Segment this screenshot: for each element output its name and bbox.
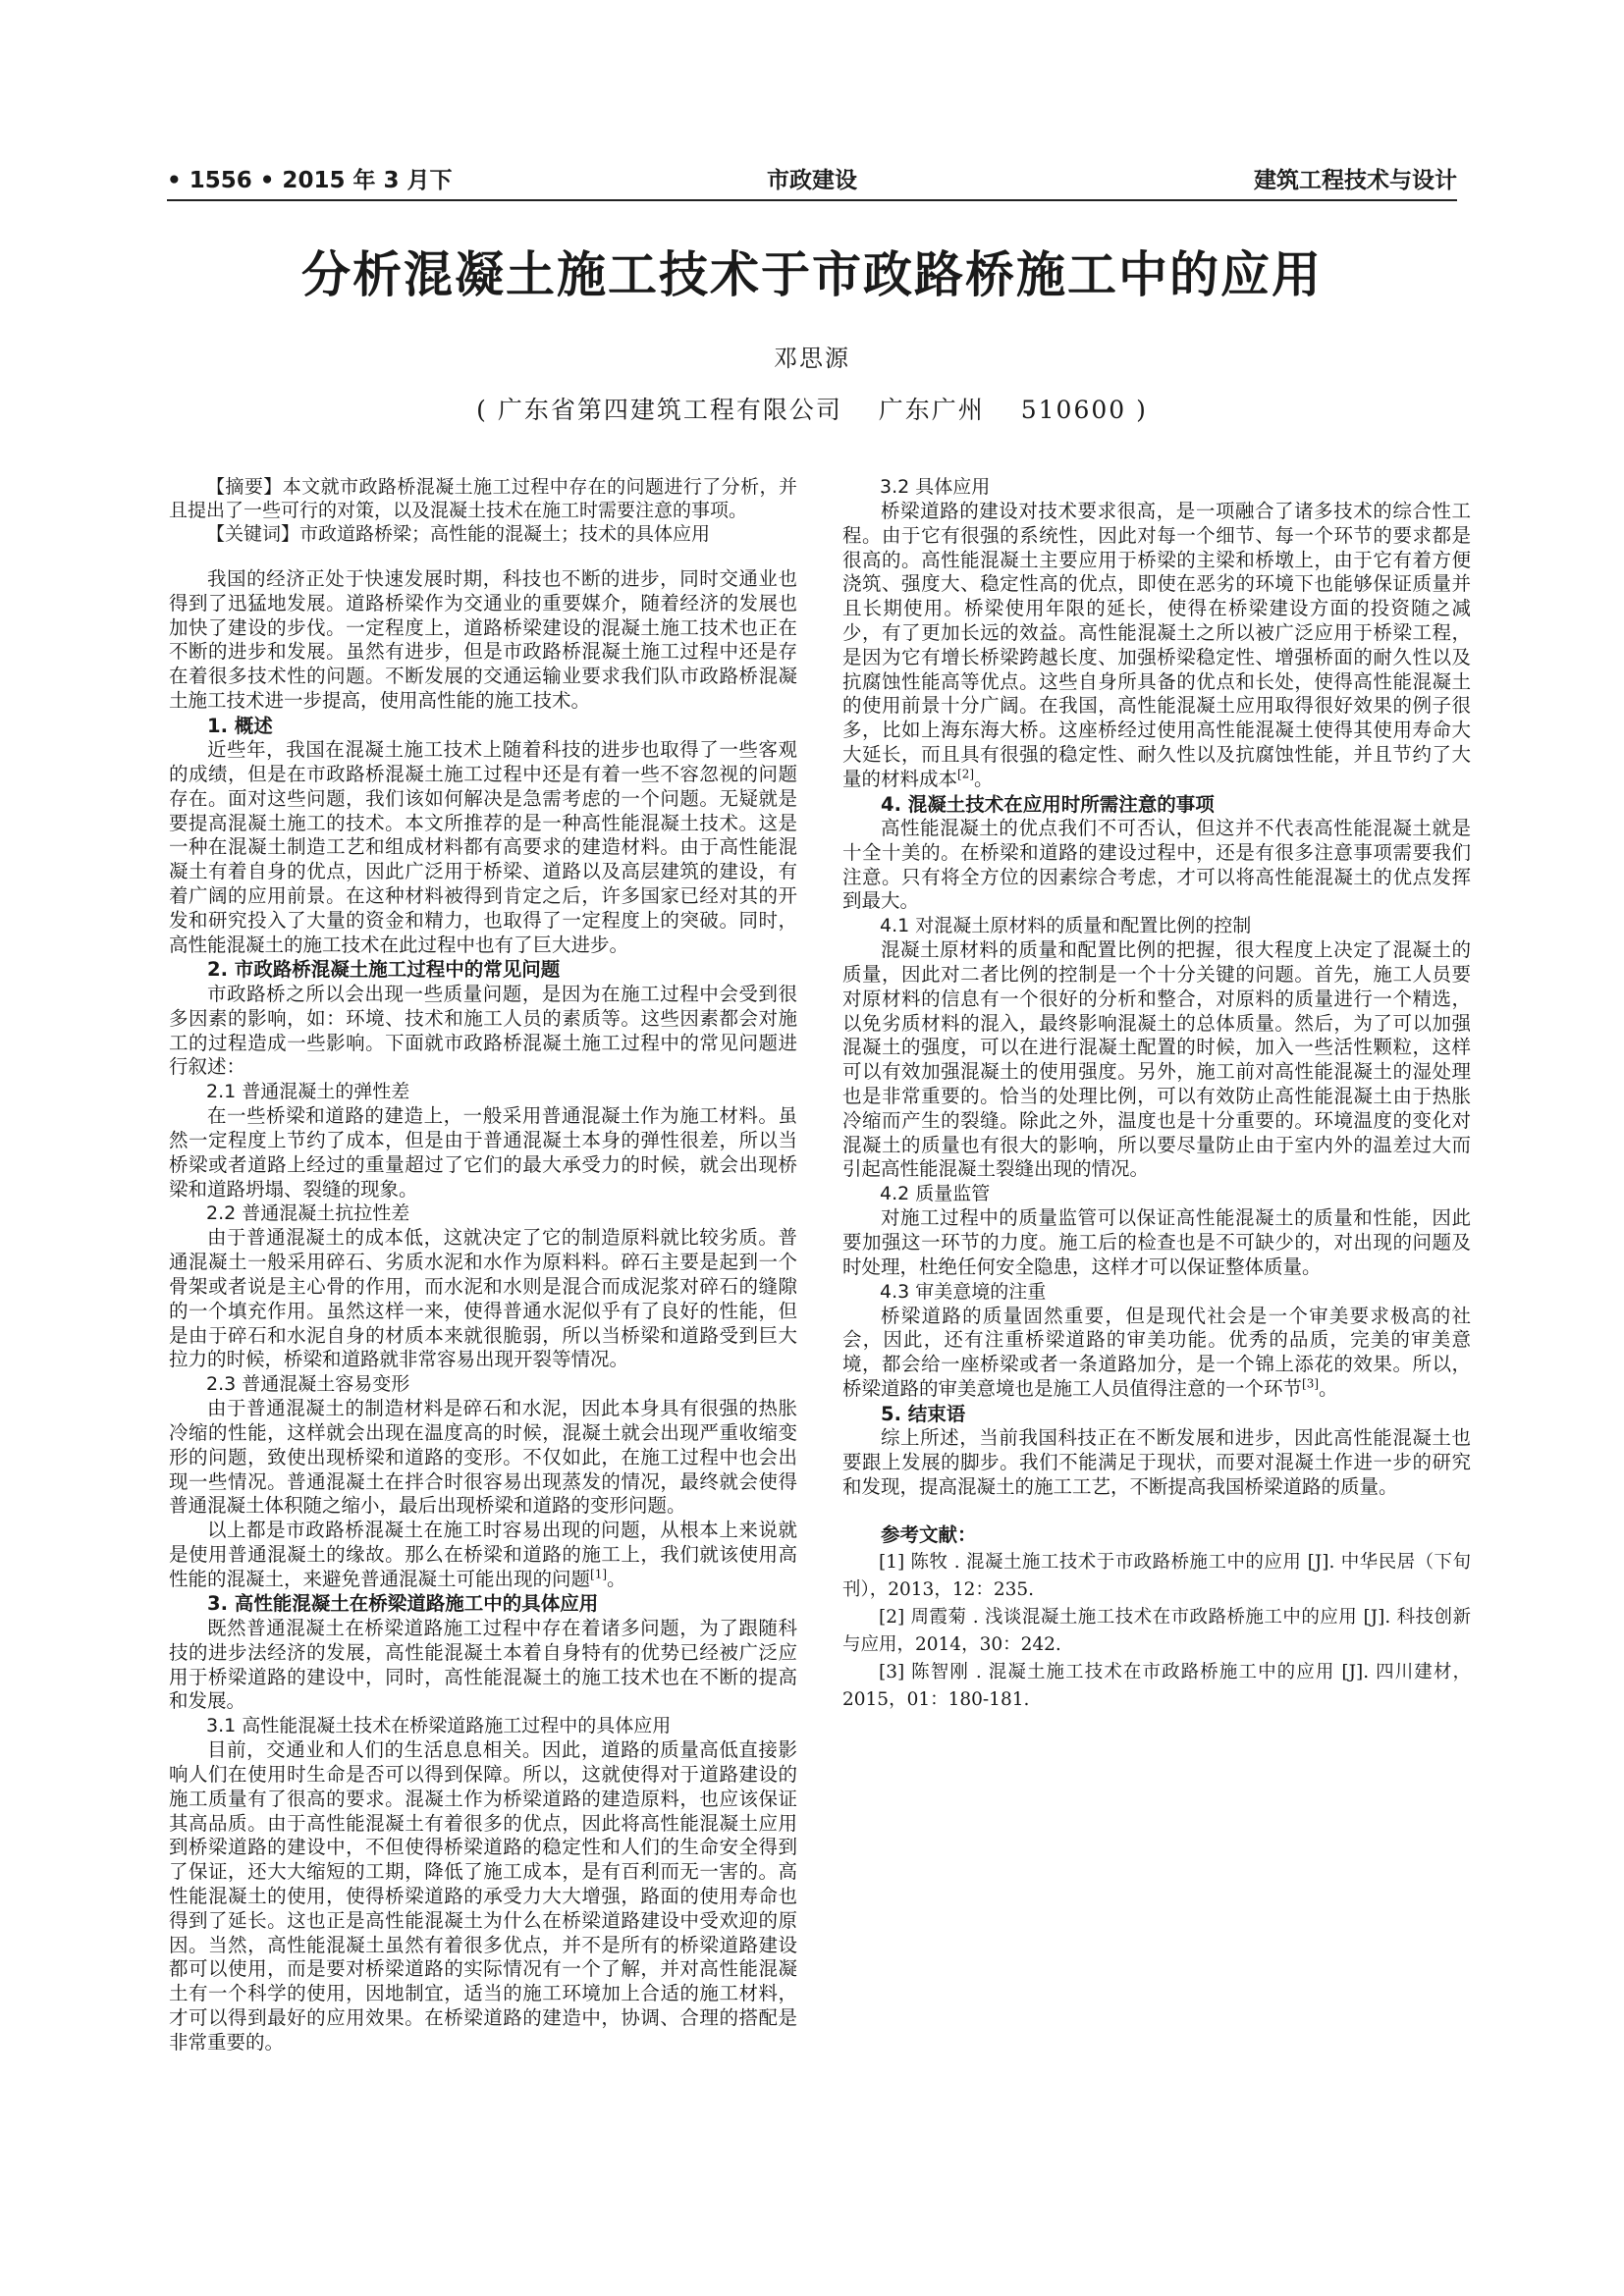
running-header	[167, 162, 1457, 201]
keywords-text: 市政道路桥梁；高性能的混凝土；技术的具体应用	[299, 523, 711, 545]
reference-item: [1] 陈牧 . 混凝土施工技术于市政路桥施工中的应用 [J]. 中华民居（下旬刊），2013，12：235.	[842, 1551, 1471, 1600]
section-5-heading: 5. 结束语	[881, 1402, 966, 1425]
page-issue: • 1556 • 2015 年 3 月下	[167, 168, 453, 193]
article-title: 分析混凝土施工技术于市政路桥施工中的应用	[301, 245, 1323, 303]
section-4-2-heading: 4.2 质量监管	[880, 1183, 991, 1205]
right-column	[842, 475, 1471, 1714]
author-affiliation: ( 广东省第四建筑工程有限公司 广东广州 510600 )	[476, 396, 1148, 424]
reference-item: [3] 陈智刚 . 混凝土施工技术在市政路桥施工中的应用 [J]. 四川建材，2015，01：180-181.	[842, 1661, 1471, 1710]
citation-2: [2]	[957, 767, 975, 781]
section-4-heading: 4. 混凝土技术在应用时所需注意的事项	[881, 792, 1215, 816]
citation-1: [1]	[590, 1567, 608, 1581]
keywords	[169, 522, 797, 546]
section-2-1-paragraph: 在一些桥梁和道路的建造上，一般采用普通混凝土作为施工材料。虽然一定程度上节约了成本，但是由于普通混凝土本身的弹性很差，所以当桥梁或者道路上经过的重量超过了它们的最大承受力的时候，就会出现桥梁和道路坍塌、裂缝的现象。	[169, 1104, 797, 1201]
citation-3: [3]	[1302, 1376, 1320, 1391]
section-3-1-paragraph: 目前，交通业和人们的生活息息相关。因此，道路的质量高低直接影响人们在使用时生命是否可以得到保障。所以，这就使得对于道路建设的施工质量有了很高的要求。混凝土作为桥梁道路的建造原料，也应该保证其高品质。由于高性能混凝土有着很多的优点，因此将高性能混凝土应用到桥梁道路的建设中，不但使得桥梁道路的稳定性和人们的生命安全得到了保证，还大大缩短的工期，降低了施工成本，是有百利而无一害的。高性能混凝土的使用，使得桥梁道路的承受力大大增强，路面的使用寿命也得到了延长。这也正是高性能混凝土为什么在桥梁道路建设中受欢迎的原因。当然，高性能混凝土虽然有着很多优点，并不是所有的桥梁道路建设都可以使用，而是要对桥梁道路的实际情况有一个了解，并对高性能混凝土有一个科学的使用，因地制宜，适当的施工环境加上合适的施工材料，才可以得到最好的应用效果。在桥梁道路的建造中，协调、合理的搭配是非常重要的。	[169, 1738, 797, 2054]
section-3-paragraph: 既然普通混凝土在桥梁道路施工过程中存在着诸多问题，为了跟随科技的进步法经济的发展，高性能混凝土本着自身特有的优势已经被广泛应用于桥梁道路的建设中，同时，高性能混凝土的施工技术也在不断的提高和发展。	[169, 1616, 797, 1713]
abstract-label: 【摘要】	[206, 476, 283, 498]
section-1-paragraph: 近些年，我国在混凝土施工技术上随着科技的进步也取得了一些客观的成绩，但是在市政路桥混凝土施工过程中还是有着一些不容忽视的问题存在。面对这些问题，我们该如何解决是急需考虑的一个问题。无疑就是要提高混凝土施工的技术。本文所推荐的是一种高性能混凝土技术。这是一种在混凝土制造工艺和组成材料都有高要求的建造材料。由于高性能混凝土有着自身的优点，因此广泛用于桥梁、道路以及高层建筑的建设，有着广阔的应用前景。在这种材料被得到肯定之后，许多国家已经对其的开发和研究投入了大量的资金和精力，也取得了一定程度上的突破。同时，高性能混凝土的施工技术在此过程中也有了巨大进步。	[169, 738, 797, 956]
references-heading: 参考文献：	[881, 1522, 977, 1546]
section-2-3-heading: 2.3 普通混凝土容易变形	[206, 1373, 410, 1396]
section-2-2-heading: 2.2 普通混凝土抗拉性差	[206, 1202, 410, 1225]
section-2-paragraph: 市政路桥之所以会出现一些质量问题，是因为在施工过程中会受到很多因素的影响，如：环境、技术和施工人员的素质等。这些因素都会对施工的过程造成一些影响。下面就市政路桥混凝土施工过程中的常见问题进行叙述：	[169, 982, 797, 1079]
section-1-heading: 1. 概述	[207, 714, 273, 737]
section-4-3-heading: 4.3 审美意境的注重	[880, 1280, 1047, 1303]
abstract-text: 本文就市政路桥混凝土施工过程中存在的问题进行了分析，并且提出了一些可行的对策，以及混凝土技术在施工时需要注意的事项。	[169, 476, 797, 521]
section-2-2-paragraph: 由于普通混凝土的成本低，这就决定了它的制造原料就比较劣质。普通混凝土一般采用碎石、劣质水泥和水作为原料料。碎石主要是起到一个骨架或者说是主心骨的作用，而水泥和水则是混合而成泥浆对碎石的缝隙的一个填充作用。虽然这样一来，使得普通水泥似乎有了良好的性能，但是由于碎石和水泥自身的材质本来就很脆弱，所以当桥梁和道路受到巨大拉力的时候，桥梁和道路就非常容易出现开裂等情况。	[169, 1226, 797, 1371]
article-author: 邓思源	[774, 345, 850, 372]
reference-item: [2] 周霞菊 . 浅谈混凝土施工技术在市政路桥施工中的应用 [J]. 科技创新与应用，2014，30：242.	[842, 1606, 1471, 1655]
section-3-1-heading: 3.1 高性能混凝土技术在桥梁道路施工过程中的具体应用	[206, 1715, 672, 1737]
section-2-conclusion: 以上都是市政路桥混凝土在施工时容易出现的问题，从根本上来说就是使用普通混凝土的缘故。那么在桥梁和道路的施工上，我们就该使用高性能的混凝土，来避免普通混凝土可能出现的问题[1]。	[169, 1519, 797, 1590]
section-3-2-heading: 3.2 具体应用	[880, 476, 991, 498]
section-2-3-paragraph: 由于普通混凝土的制造材料是碎石和水泥，因此本身具有很强的热胀冷缩的性能，这样就会出现在温度高的时候，混凝土就会出现严重收缩变形的问题，致使出现桥梁和道路的变形。不仅如此，在施工过程中也会出现一些情况。普通混凝土在拌合时很容易出现蒸发的情况，最终就会使得普通混凝土体积随之缩小，最后出现桥梁和道路的变形问题。	[169, 1397, 797, 1518]
section-4-1-paragraph: 混凝土原材料的质量和配置比例的把握，很大程度上决定了混凝土的质量，因此对二者比例的控制是一个十分关键的问题。首先，施工人员要对原材料的信息有一个很好的分析和整合，对原料的质量进行一个精选，以免劣质材料的混入，最终影响混凝土的总体质量。然后，为了可以加强混凝土的强度，可以在进行混凝土配置的时候，加入一些活性颗粒，这样可以有效加强混凝土的使用强度。另外，施工前对高性能混凝土的湿处理也是非常重要的。恰当的处理比例，可以有效防止高性能混凝土由于热胀冷缩而产生的裂缝。除此之外，温度也是十分重要的。环境温度的变化对混凝土的质量也有很大的影响，所以要尽量防止由于室内外的温差过大而引起高性能混凝土裂缝出现的情况。	[842, 938, 1471, 1181]
header-rule	[167, 199, 1457, 201]
section-2-heading: 2. 市政路桥混凝土施工过程中的常见问题	[207, 958, 561, 982]
left-column	[169, 475, 797, 2056]
section-4-3-paragraph: 桥梁道路的质量固然重要，但是现代社会是一个审美要求极高的社会，因此，还有注重桥梁道路的审美功能。优秀的品质，完美的审美意境，都会给一座桥梁或者一条道路加分，是一个锦上添花的效果。所以，桥梁道路的审美意境也是施工人员值得注意的一个环节[3]。	[842, 1304, 1471, 1400]
section-4-2-paragraph: 对施工过程中的质量监管可以保证高性能混凝土的质量和性能，因此要加强这一环节的力度。施工后的检查也是不可缺少的，对出现的问题及时处理，杜绝任何安全隐患，这样才可以保证整体质量。	[842, 1206, 1471, 1278]
section-2-1-heading: 2.1 普通混凝土的弹性差	[206, 1081, 410, 1103]
section-5-paragraph: 综上所述，当前我国科技正在不断发展和进步，因此高性能混凝土也要跟上发展的脚步。我们不能满足于现状，而要对混凝土作进一步的研究和发现，提高混凝土的施工工艺，不断提高我国桥梁道路的质量。	[842, 1426, 1471, 1498]
abstract	[169, 475, 797, 522]
section-4-paragraph: 高性能混凝土的优点我们不可否认，但这并不代表高性能混凝土就是十全十美的。在桥梁和道路的建设过程中，还是有很多注意事项需要我们注意。只有将全方位的因素综合考虑，才可以将高性能混凝土的优点发挥到最大。	[842, 817, 1471, 913]
keywords-label: 【关键词】	[206, 523, 300, 545]
section-3-2-paragraph: 桥梁道路的建设对技术要求很高，是一项融合了诸多技术的综合性工程。由于它有很强的系统性，因此对每一个细节、每一个环节的要求都是很高的。高性能混凝土主要应用于桥梁的主梁和桥墩上，由于它有着方便浇筑、强度大、稳定性高的优点，即使在恶劣的环境下也能够保证质量并且长期使用。桥梁使用年限的延长，使得在桥梁建设方面的投资随之减少，有了更加长远的效益。高性能混凝土之所以被广泛应用于桥梁工程，是因为它有增长桥梁跨越长度、加强桥梁稳定性、增强桥面的耐久性以及抗腐蚀性能高等优点。这些自身所具备的优点和长处，使得高性能混凝土的使用前景十分广阔。在我国，高性能混凝土应用取得很好效果的例子很多，比如上海东海大桥。这座桥经过使用高性能混凝土使得其使用寿命大大延长，而且具有很强的稳定性、耐久性以及抗腐蚀性能，并且节约了大量的材料成本[2]。	[842, 500, 1471, 790]
section-3-heading: 3. 高性能混凝土在桥梁道路施工中的具体应用	[207, 1592, 599, 1616]
section-4-1-heading: 4.1 对混凝土原材料的质量和配置比例的控制	[880, 915, 1252, 937]
section-name: 市政建设	[767, 168, 857, 193]
intro-paragraph: 我国的经济正处于快速发展时期，科技也不断的进步，同时交通业也得到了迅猛地发展。道路桥梁作为交通业的重要媒介，随着经济的发展也加快了建设的步伐。一定程度上，道路桥梁建设的混凝土施工技术也正在不断的进步和发展。虽然有进步，但是市政路桥混凝土施工过程中还是存在着很多技术性的问题。不断发展的交通运输业要求我们队市政路桥混凝土施工技术进一步提高，使用高性能的施工技术。	[169, 567, 797, 712]
journal-name: 建筑工程技术与设计	[1254, 168, 1457, 193]
